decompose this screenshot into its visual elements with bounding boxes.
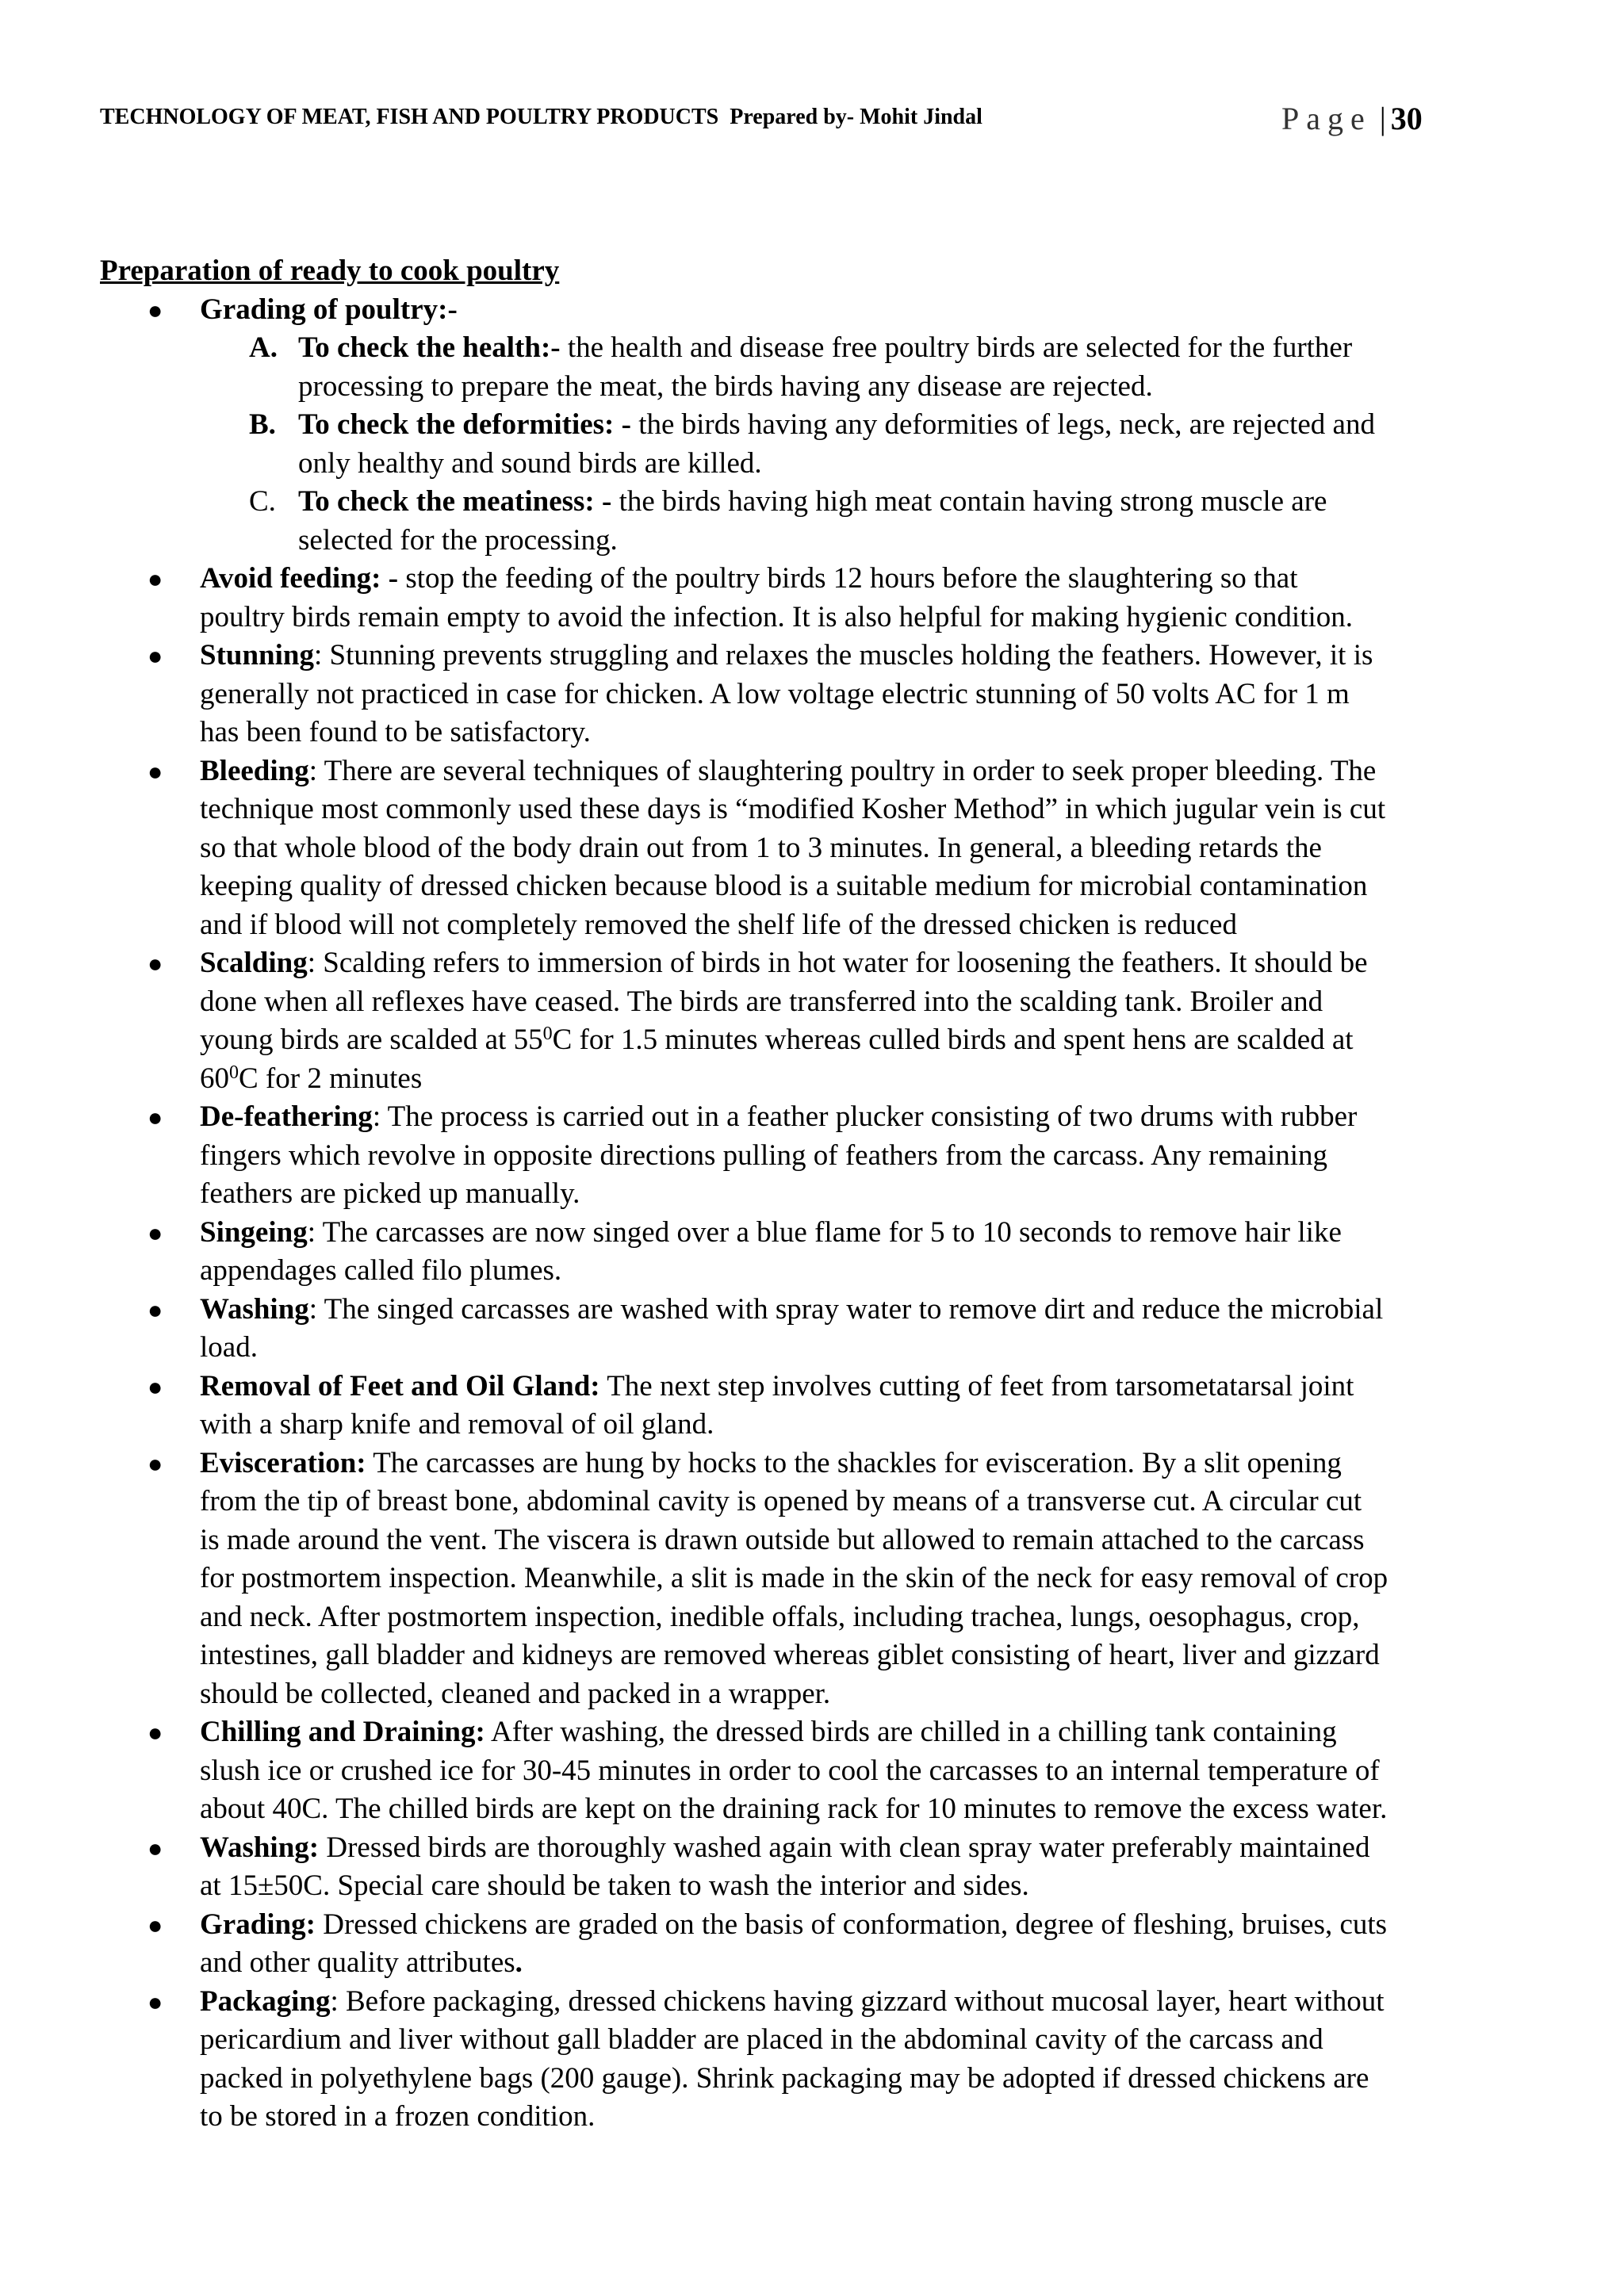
step-text: young birds are scalded at 55 (200, 1024, 543, 1056)
step-text: : The singed carcasses are washed with spray water to remove dirt and reduce the microbial (308, 1292, 1384, 1326)
list-item-washing-final (100, 1829, 1543, 1906)
step-text: at 15±50C. Special care should be taken to wash the interior and sides. (200, 1869, 1029, 1902)
page-separator: | (1379, 101, 1386, 136)
step-text: and if blood will not completely removed the shelf life of the dressed chicken is reduced (200, 908, 1237, 941)
step-text: feathers are picked up manually. (200, 1177, 580, 1210)
step-text: so that whole blood of the body drain out from 1 to 3 minutes. In general, a bleeding retards the (200, 831, 1322, 864)
step-text: slush ice or crushed ice for 30-45 minutes in order to cool the carcasses to an internal temperature of (200, 1754, 1380, 1787)
bullet-icon: ● (147, 1372, 163, 1401)
bullet-icon: ● (147, 1910, 163, 1939)
list-item-de-feathering (100, 1098, 1543, 1214)
step-text: : The carcasses are now singed over a blue flame for 5 to 10 seconds to remove hair like (307, 1215, 1342, 1249)
step-text: should be collected, cleaned and packed in a wrapper. (200, 1677, 831, 1710)
list-item-bleeding (100, 752, 1543, 945)
step-text: keeping quality of dressed chicken because blood is a suitable medium for microbial contamination (200, 870, 1368, 902)
sub-item-label: To check the deformities: - (298, 408, 631, 441)
step-text: stop the feeding of the poultry birds 12 hours before the slaughtering so that (398, 562, 1298, 595)
bullet-icon: ● (147, 1103, 163, 1131)
step-label: De-feathering (200, 1100, 373, 1133)
sub-item-text: processing to prepare the meat, the birds having any disease are rejected. (298, 369, 1153, 403)
step-label: Washing: (200, 1831, 320, 1864)
bullet-icon: ● (147, 949, 163, 978)
step-label: Avoid feeding: - (200, 562, 399, 595)
step-text: intestines, gall bladder and kidneys are removed whereas giblet consisting of heart, liver and gizzard (200, 1639, 1380, 1671)
bullet-icon: ● (147, 1833, 163, 1862)
step-text: Dressed chickens are graded on the basis of conformation, degree of fleshing, bruises, cuts (315, 1908, 1388, 1941)
list-item-singeing (100, 1214, 1543, 1291)
list-item-chilling-and-draining (100, 1713, 1543, 1829)
step-text: is made around the vent. The viscera is drawn outside but allowed to remain attached to the carcass (200, 1523, 1365, 1556)
step-text: Dressed birds are thoroughly washed again with clean spray water preferably maintained (319, 1831, 1370, 1864)
bullet-icon: ● (147, 756, 163, 786)
step-text: pericardium and liver without gall bladder are placed in the abdominal cavity of the carcass and (200, 2023, 1323, 2056)
bullet-icon: ● (147, 1218, 163, 1247)
step-text: fingers which revolve in opposite directions pulling of feathers from the carcass. Any remaining (200, 1138, 1328, 1172)
list-item-removal-of-feet (100, 1368, 1543, 1445)
list-item-avoid-feeding (100, 560, 1543, 637)
page-body (100, 252, 1543, 2137)
page-label: Page (1281, 101, 1372, 136)
step-text: and other quality attributes (200, 1946, 515, 1979)
step-text: : There are several techniques of slaughtering poultry in order to seek proper bleeding. The (308, 754, 1377, 787)
list-item-washing (100, 1291, 1543, 1368)
list-item-stunning (100, 637, 1543, 752)
sub-item-label: To check the meatiness: - (298, 485, 612, 518)
step-label: Evisceration: (200, 1446, 366, 1479)
step-text: packed in polyethylene bags (200 gauge). Shrink packaging may be adopted if dressed chickens are (200, 2061, 1369, 2095)
sub-item-text: selected for the processing. (298, 523, 618, 557)
step-text: from the tip of breast bone, abdominal cavity is opened by means of a transverse cut. A circular cut (200, 1485, 1362, 1517)
document-title: TECHNOLOGY OF MEAT, FISH AND POULTRY PRODUCTS (100, 105, 719, 129)
step-text: : Scalding refers to immersion of birds in hot water for loosening the feathers. It should be (307, 947, 1368, 979)
page-header (100, 100, 1448, 147)
step-label: Singeing (200, 1215, 308, 1249)
list-item-scalding (100, 944, 1543, 1098)
superscript: 0 (229, 1062, 239, 1083)
step-label: Chilling and Draining: (200, 1716, 485, 1748)
section-title: Preparation of ready to cook poultry (100, 254, 560, 287)
step-label: Removal of Feet and Oil Gland: (200, 1369, 600, 1402)
sub-item-label: To check the health:- (298, 331, 561, 364)
page-number-block (1281, 100, 1423, 137)
step-text: with a sharp knife and removal of oil gland. (200, 1408, 714, 1441)
list-item-evisceration (100, 1445, 1543, 1714)
step-text: to be stored in a frozen condition. (200, 2100, 596, 2133)
step-label: Bleeding (200, 754, 309, 787)
step-text: about 40C. The chilled birds are kept on the draining rack for 10 minutes to remove the excess water. (200, 1793, 1388, 1825)
sub-marker: A. (249, 331, 278, 364)
step-label: Washing (200, 1292, 309, 1326)
process-steps-list (100, 291, 1543, 2137)
list-item-grading (100, 1906, 1543, 1983)
step-text: and neck. After postmortem inspection, inedible offals, including trachea, lungs, oesophagus, crop, (200, 1600, 1360, 1633)
step-text: for postmortem inspection. Meanwhile, a slit is made in the skin of the neck for easy removal of crop (200, 1562, 1388, 1594)
step-label: Stunning (200, 639, 314, 672)
step-text: technique most commonly used these days is “modified Kosher Method” in which jugular vein is cut (200, 793, 1386, 825)
step-label: Grading: (200, 1908, 316, 1941)
step-text: The carcasses are hung by hocks to the shackles for evisceration. By a slit opening (366, 1446, 1342, 1479)
step-text: : Stunning prevents struggling and relaxes the muscles holding the feathers. However, it is (314, 639, 1373, 672)
list-item-packaging (100, 1983, 1543, 2137)
superscript: 0 (542, 1024, 553, 1044)
step-text: . (515, 1946, 523, 1979)
running-title (100, 105, 982, 130)
bullet-icon: ● (147, 1448, 163, 1478)
grading-sublist (200, 329, 1543, 560)
sub-item-text: the birds having high meat contain having strong muscle are (611, 485, 1327, 518)
sub-item-health (200, 329, 1543, 406)
step-text: 60 (200, 1062, 229, 1095)
sub-item-meatiness (200, 483, 1543, 560)
sub-item-text: the birds having any deformities of legs, neck, are rejected and (630, 408, 1375, 441)
step-text: appendages called filo plumes. (200, 1254, 562, 1287)
list-item-grading-of-poultry (100, 291, 1543, 561)
step-text: C for 1.5 minutes whereas culled birds and spent hens are scalded at (552, 1024, 1354, 1056)
sub-item-text: only healthy and sound birds are killed. (298, 446, 762, 480)
step-text: load. (200, 1331, 258, 1364)
step-label: Scalding (200, 947, 308, 979)
page-number: 30 (1390, 101, 1423, 136)
step-text: The next step involves cutting of feet from tarsometatarsal joint (599, 1369, 1354, 1402)
bullet-icon: ● (147, 1295, 163, 1324)
step-text: generally not practiced in case for chicken. A low voltage electric stunning of 50 volts AC for 1 m (200, 677, 1350, 710)
step-text: poultry birds remain empty to avoid the infection. It is also helpful for making hygienic condition. (200, 600, 1354, 633)
bullet-icon: ● (147, 295, 163, 324)
step-text: : The process is carried out in a feather plucker consisting of two drums with rubber (372, 1100, 1358, 1133)
sub-item-deformities (200, 406, 1543, 483)
step-text: has been found to be satisfactory. (200, 716, 591, 748)
step-text: done when all reflexes have ceased. The birds are transferred into the scalding tank. Broiler and (200, 985, 1323, 1018)
bullet-icon: ● (147, 641, 163, 670)
grading-label: Grading of poultry:- (200, 293, 458, 326)
sub-marker: C. (249, 485, 276, 518)
sub-marker: B. (249, 408, 276, 441)
step-label: Packaging (200, 1984, 331, 2018)
bullet-icon: ● (147, 1718, 163, 1747)
bullet-icon: ● (147, 564, 163, 593)
prepared-by: Prepared by- Mohit Jindal (730, 105, 982, 129)
sub-item-text: the health and disease free poultry birds are selected for the further (560, 331, 1353, 364)
step-text: : Before packaging, dressed chickens having gizzard without mucosal layer, heart without (330, 1984, 1385, 2018)
step-text: After washing, the dressed birds are chilled in a chilling tank containing (485, 1716, 1337, 1748)
bullet-icon: ● (147, 1987, 163, 2016)
step-text: C for 2 minutes (239, 1062, 423, 1095)
